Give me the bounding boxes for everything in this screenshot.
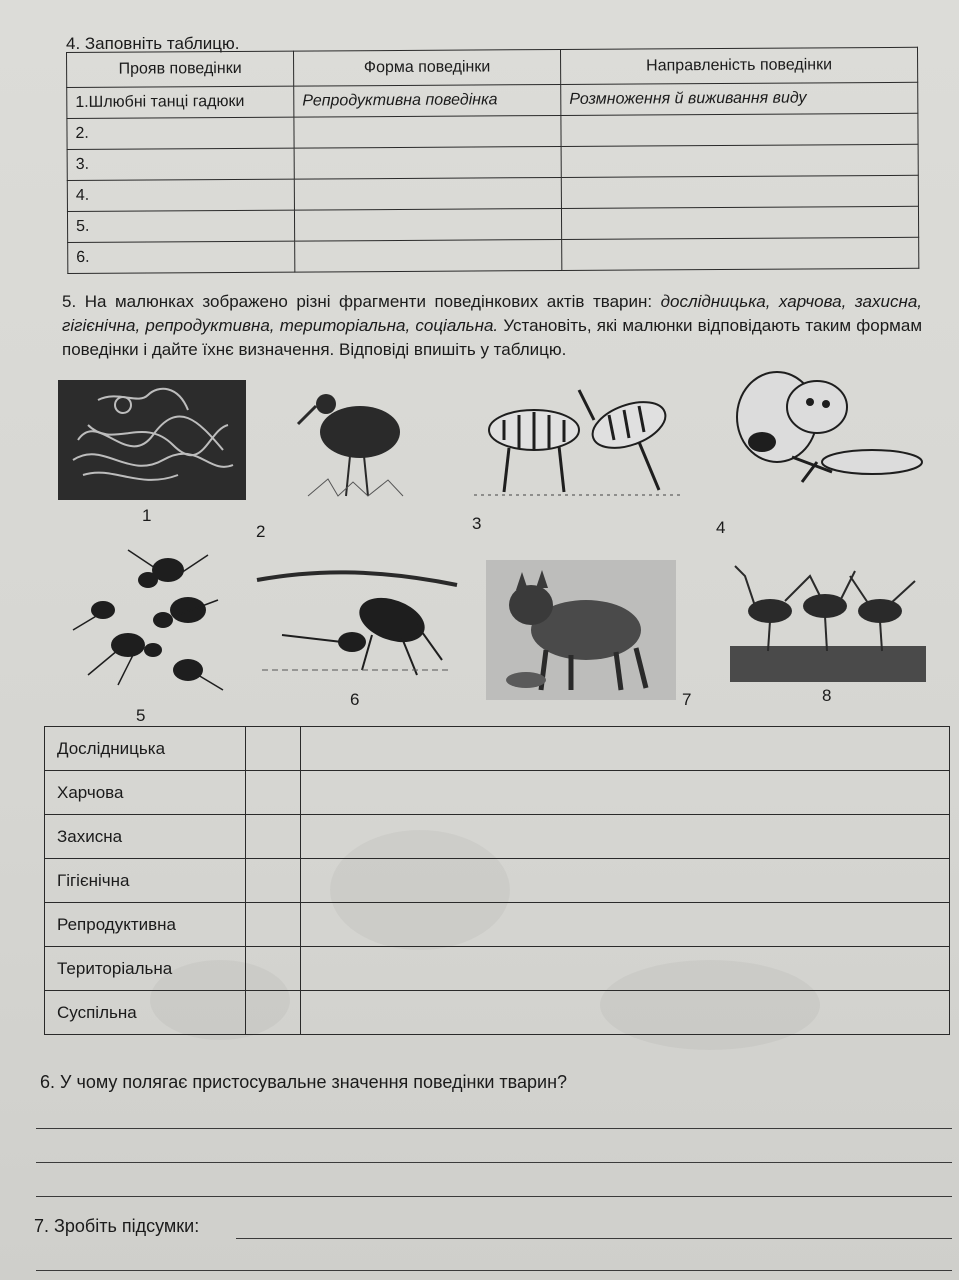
picture-number: 4 <box>716 518 726 537</box>
picture-number: 2 <box>256 522 266 541</box>
cell-form[interactable] <box>294 115 561 148</box>
cell-direction[interactable] <box>561 144 918 177</box>
cell-direction: Розмноження й виживання виду <box>561 82 918 115</box>
cell-form[interactable] <box>294 208 561 241</box>
cell-manifestation: 2. <box>67 117 294 149</box>
row-label-reproductive: Репродуктивна <box>45 903 246 947</box>
picture-number-cell[interactable] <box>246 771 301 815</box>
row-label-territorial: Територіальна <box>45 947 246 991</box>
table-row <box>45 947 950 991</box>
task7-label: 7. Зробіть підсумки: <box>34 1216 200 1236</box>
table-row <box>68 237 919 273</box>
task4-title: 4. Заповніть таблицю. <box>66 34 240 53</box>
row-label-exploratory: Дослідницька <box>45 727 246 771</box>
definition-cell[interactable] <box>301 771 950 815</box>
cell-form[interactable] <box>294 177 561 210</box>
picture-number: 6 <box>350 690 360 709</box>
task5-forms: дослідницька, харчова, захисна, гігієнічна, репродуктивна, територіальна, соціальна. <box>62 292 922 335</box>
cell-manifestation: 6. <box>68 241 295 273</box>
row-label-feeding: Харчова <box>45 771 246 815</box>
table-row <box>45 859 950 903</box>
cell-form[interactable] <box>295 239 562 272</box>
task5-instructions <box>62 290 922 362</box>
table-row <box>45 991 950 1035</box>
row-label-social: Суспільна <box>45 991 246 1035</box>
picture-number: 8 <box>822 686 832 705</box>
cell-direction[interactable] <box>561 206 918 239</box>
table-row <box>67 175 918 211</box>
task5-tail: Установіть, які малюнки відповідають таким формам поведінки і дайте їхнє визначення. Відповіді впишіть у таблицю. <box>62 316 923 359</box>
definition-cell[interactable] <box>301 859 950 903</box>
cell-direction[interactable] <box>561 113 918 146</box>
cell-manifestation: 4. <box>67 179 294 211</box>
cell-manifestation: 3. <box>67 148 294 180</box>
picture-number-cell[interactable] <box>246 991 301 1035</box>
table-row <box>67 206 918 242</box>
picture-5-ants <box>58 540 234 696</box>
table-row <box>67 144 918 180</box>
definition-cell[interactable] <box>301 903 950 947</box>
behavior-table <box>66 47 919 274</box>
answer-line[interactable] <box>36 1196 952 1197</box>
picture-6-beetle <box>252 560 464 688</box>
picture-number-cell[interactable] <box>246 727 301 771</box>
picture-8-cranes <box>730 556 926 682</box>
picture-1-snake-tangle <box>58 380 246 500</box>
picture-number-cell[interactable] <box>246 903 301 947</box>
answer-line[interactable] <box>236 1238 952 1239</box>
task6-question: 6. У чому полягає пристосувальне значення поведінки тварин? <box>40 1072 568 1092</box>
header-manifestation: Прояв поведінки <box>67 51 294 87</box>
definition-cell[interactable] <box>301 947 950 991</box>
table-row <box>45 815 950 859</box>
picture-7-wolf <box>486 560 676 700</box>
picture-number: 3 <box>472 514 482 533</box>
row-label-defensive: Захисна <box>45 815 246 859</box>
cell-form[interactable] <box>294 146 561 179</box>
cell-form: Репродуктивна поведінка <box>294 84 561 117</box>
definition-cell[interactable] <box>301 815 950 859</box>
table-row <box>45 771 950 815</box>
header-form: Форма поведінки <box>293 49 560 86</box>
picture-2-stork <box>288 384 414 504</box>
answer-line[interactable] <box>36 1162 952 1163</box>
definition-cell[interactable] <box>301 727 950 771</box>
cell-direction[interactable] <box>562 237 919 270</box>
task5-lead: 5. На малюнках зображено різні фрагменти поведінкових актів тварин: <box>62 292 661 311</box>
header-direction: Направленість поведінки <box>560 47 917 84</box>
row-label-hygienic: Гігієнічна <box>45 859 246 903</box>
picture-number: 1 <box>142 506 152 525</box>
picture-number-cell[interactable] <box>246 815 301 859</box>
cell-direction[interactable] <box>561 175 918 208</box>
table-row <box>67 82 918 118</box>
picture-4-dogs-fighting <box>722 362 926 492</box>
answer-line[interactable] <box>36 1128 952 1129</box>
table-row <box>45 903 950 947</box>
picture-number: 7 <box>682 690 692 709</box>
picture-number: 5 <box>136 706 146 725</box>
picture-number-cell[interactable] <box>246 947 301 991</box>
picture-3-zebras-fighting <box>464 370 700 504</box>
cell-manifestation: 5. <box>67 210 294 242</box>
answer-line[interactable] <box>36 1270 952 1271</box>
behavior-forms-table <box>44 726 950 1035</box>
cell-manifestation: 1.Шлюбні танці гадюки <box>67 86 294 118</box>
behavior-table-header <box>67 47 918 87</box>
definition-cell[interactable] <box>301 991 950 1035</box>
table-row <box>45 727 950 771</box>
picture-number-cell[interactable] <box>246 859 301 903</box>
table-row <box>67 113 918 149</box>
